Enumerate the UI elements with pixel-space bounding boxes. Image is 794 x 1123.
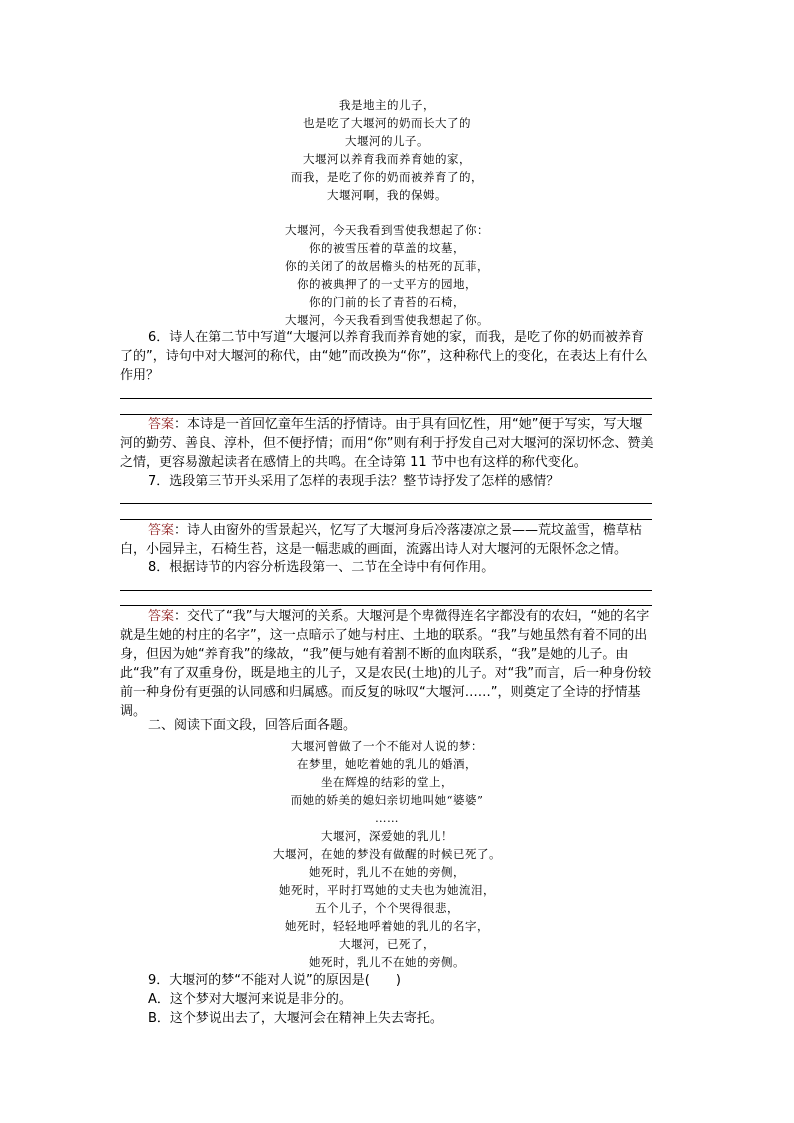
poem-line: 大堰河，深爱她的乳儿！: [321, 829, 453, 843]
poem-line: 你的被雪压着的草盖的坟墓，: [309, 241, 465, 255]
poem-line: 大堰河，已死了，: [339, 937, 435, 951]
answer-7-text: ：诗人由窗外的雪景起兴，忆写了大堰河身后冷落凄凉之景——荒坟盖雪，檐草枯白，小园异主，石椅生苔，这是一幅悲戚的画面，流露出诗人对大堰河的无限怀念之情。: [120, 523, 643, 557]
question-6: [120, 328, 654, 385]
option-a: A．这个梦对大堰河来说是非分的。: [148, 992, 352, 1007]
answer-blank-line: [120, 605, 652, 606]
poem-line: ……: [375, 811, 399, 825]
answer-blank-line: [120, 590, 652, 591]
poem-line: 你的门前的长了青苔的石椅，: [309, 295, 465, 309]
poem-line: 而她的娇美的媳妇亲切地叫她“婆婆”: [290, 793, 484, 807]
poem-excerpt-3: [120, 737, 654, 971]
answer-6: [120, 415, 654, 472]
poem-line: 大堰河，今天我看到雪使我想起了你：: [285, 223, 489, 237]
poem-line: 大堰河，今天我看到雪使我想起了你。: [285, 313, 489, 327]
poem-line: 你的关闭了的故居檐头的枯死的瓦菲，: [285, 259, 489, 273]
answer-label: 答案: [148, 609, 175, 624]
answer-label: 答案: [148, 417, 175, 432]
answer-blank-line: [120, 519, 652, 520]
poem-line: 在梦里，她吃着她的乳儿的婚酒，: [297, 757, 477, 771]
answer-8-text: ：交代了“我”与大堰河的关系。大堰河是个卑微得连名字都没有的农妇，“她的名字就是生她的村庄的名字”，这一点暗示了她与村庄、土地的联系。“我”与她虽然有着不同的出身，但因为她“养育我”的缘故，“我”便与她有着割不断的血肉联系，“我”是她的儿子。由此“我”有了双重身份，既是地主的儿子，又是农民(土地)的儿子。对“我”而言，后一种身份较前一种身份有更强的认同感和归属感。而反复的咏叹“大堰河……”，则奠定了全诗的抒情基调。: [120, 609, 652, 719]
poem-line: 你的被典押了的一丈平方的园地，: [297, 277, 477, 291]
question-7-text: 7．选段第三节开头采用了怎样的表现手法？整节诗抒发了怎样的感情？: [148, 474, 560, 489]
poem-line: 她死时，乳儿不在她的旁侧。: [309, 955, 465, 969]
answer-6-text: ：本诗是一首回忆童年生活的抒情诗。由于具有回忆性，用“她”便于写实，写大堰河的勤劳、善良、淳朴，但不便抒情；而用“你”则有利于抒发自己对大堰河的深切怀念、赞美之情，更容易激起读者在感情上的共鸣。在全诗第 11 节中也有这样的称代变化。: [120, 417, 654, 470]
option-b: B．这个梦说出去了，大堰河会在精神上失去寄托。: [148, 1011, 443, 1026]
answer-label: 答案: [148, 523, 175, 538]
question-8: [120, 558, 654, 577]
poem-line: 而我，是吃了你的奶而被养育了的，: [291, 170, 483, 184]
poem-line: 我是地主的儿子，: [339, 98, 435, 112]
question-7: [120, 472, 654, 491]
poem-line: 她死时，平时打骂她的丈夫也为她流泪，: [279, 883, 495, 897]
poem-line: 她死时，乳儿不在她的旁侧，: [309, 865, 465, 879]
poem-line: 五个儿子，个个哭得很悲，: [315, 901, 459, 915]
answer-8: [120, 607, 654, 721]
poem-stanza-1: [120, 96, 654, 204]
poem-line: 大堰河啊，我的保姆。: [327, 188, 447, 202]
question-6-text: 6．诗人在第二节中写道“大堰河以养育我而养育她的家，而我，是吃了你的奶而被养育了的”，诗句中对大堰河的称代，由“她”而改换为“你”，这种称代上的变化，在表达上有什么作用？: [120, 330, 648, 383]
question-8-text: 8．根据诗节的内容分析选段第一、二节在全诗中有何作用。: [148, 560, 495, 575]
section-2-heading: 二、阅读下面文段，回答后面各题。: [148, 718, 357, 733]
poem-line: 大堰河以养育我而养育她的家，: [303, 152, 471, 166]
poem-line: 坐在辉煌的结彩的堂上，: [321, 775, 453, 789]
poem-line: 大堰河，在她的梦没有做醒的时候已死了。: [273, 847, 501, 861]
answer-blank-line: [120, 503, 652, 504]
poem-line: 也是吃了大堰河的奶而长大了的: [303, 116, 471, 130]
poem-line: 她死时，轻轻地呼着她的乳儿的名字，: [285, 919, 489, 933]
answer-7: [120, 521, 654, 559]
poem-line: 大堰河的儿子。: [345, 134, 429, 148]
answer-blank-line: [120, 398, 652, 399]
question-9: [120, 971, 654, 1028]
poem-line: 大堰河曾做了一个不能对人说的梦：: [291, 739, 483, 753]
question-9-text: 9．大堰河的梦“不能对人说”的原因是( ): [148, 973, 401, 988]
poem-stanza-2: [120, 221, 654, 329]
